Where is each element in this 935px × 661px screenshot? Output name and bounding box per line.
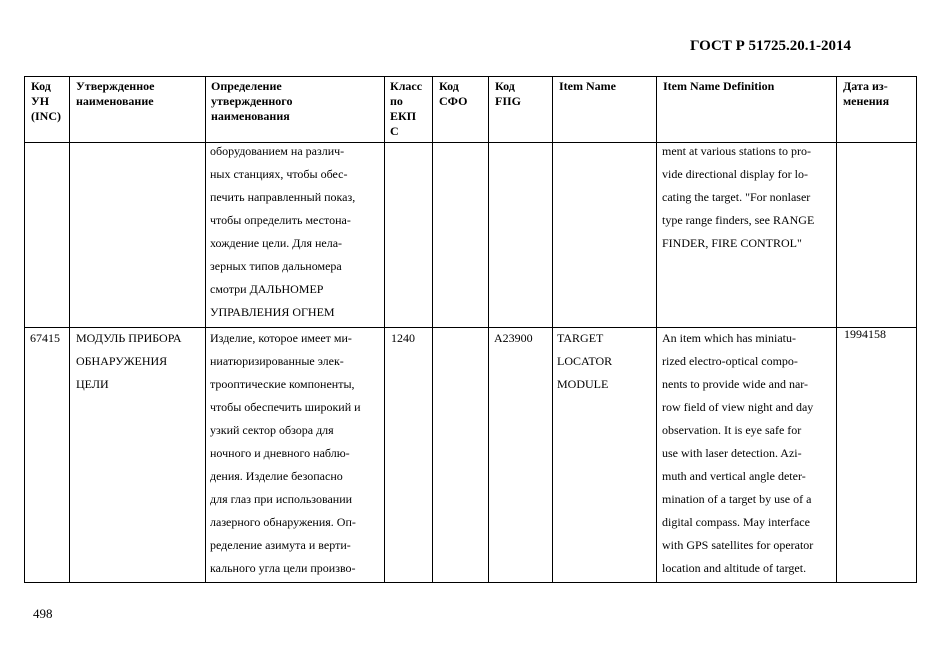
classification-table	[24, 76, 917, 582]
row-item-name: TARGET LOCATOR MODULE	[557, 331, 613, 391]
continued-definition-ru: оборудованием на различ- ных станциях, чтобы обес- печить направленный показ, чтобы определить местона- хождение цели. Для нела- зерных типов дальномера смотри ДАЛЬНОМЕР УПРАВЛЕНИЯ ОГНЕМ	[210, 144, 356, 319]
header-fiig: Код FIIG	[495, 79, 522, 108]
row-class-ekps: 1240	[391, 331, 415, 345]
table-border-top	[24, 76, 917, 77]
table-border-bottom	[24, 582, 917, 583]
column-divider	[205, 76, 206, 582]
column-divider	[916, 76, 917, 582]
column-divider	[488, 76, 489, 582]
header-class-ekps: Класс по ЕКП С	[390, 79, 423, 138]
header-approved-name: Утвержденное наименование	[76, 79, 155, 108]
row-inc: 67415	[30, 331, 60, 345]
header-inc: Код УН (INC)	[31, 79, 61, 123]
column-divider	[552, 76, 553, 582]
header-item-name-definition: Item Name Definition	[663, 79, 775, 93]
page-number: 498	[33, 606, 53, 621]
row-definition-ru: Изделие, которое имеет ми- ниатюризированные элек- трооптические компоненты, чтобы обеспечить широкий и узкий сектор обзора для ночного и дневного наблю- дения. Изделие безопасно для глаз при использовании лазерного обнаружения. Оп- ределение азимута и верти- кального угла цели произво-	[210, 331, 361, 575]
row-change-date: 1994158	[844, 327, 886, 341]
header-sfo: Код СФО	[439, 79, 468, 108]
header-definition-ru: Определение утвержденного наименования	[211, 79, 293, 123]
column-divider	[24, 76, 25, 582]
column-divider	[656, 76, 657, 582]
row-name-ru: МОДУЛЬ ПРИБОРА ОБНАРУЖЕНИЯ ЦЕЛИ	[76, 331, 182, 391]
column-divider	[432, 76, 433, 582]
header-change-date: Дата из- менения	[843, 79, 890, 108]
column-divider	[384, 76, 385, 582]
column-divider	[836, 76, 837, 582]
document-code: ГОСТ Р 51725.20.1-2014	[690, 38, 852, 54]
row-definition-en: An item which has miniatu- rized electro-optical compo- nents to provide wide and nar- row field of view night and day observation. It is eye safe for use with laser detection. Azi- muth and vertical angle deter- mination of a target by use of a digital compass. May interface with GPS satellites for operator location and altitude of target.	[662, 331, 814, 575]
row-fiig: A23900	[494, 331, 533, 345]
continued-definition-en: ment at various stations to pro- vide directional display for lo- cating the target. "For nonlaser type range finders, see RANGE FINDER, FIRE CONTROL"	[662, 144, 815, 250]
column-divider	[69, 76, 70, 582]
header-item-name: Item Name	[559, 79, 616, 93]
